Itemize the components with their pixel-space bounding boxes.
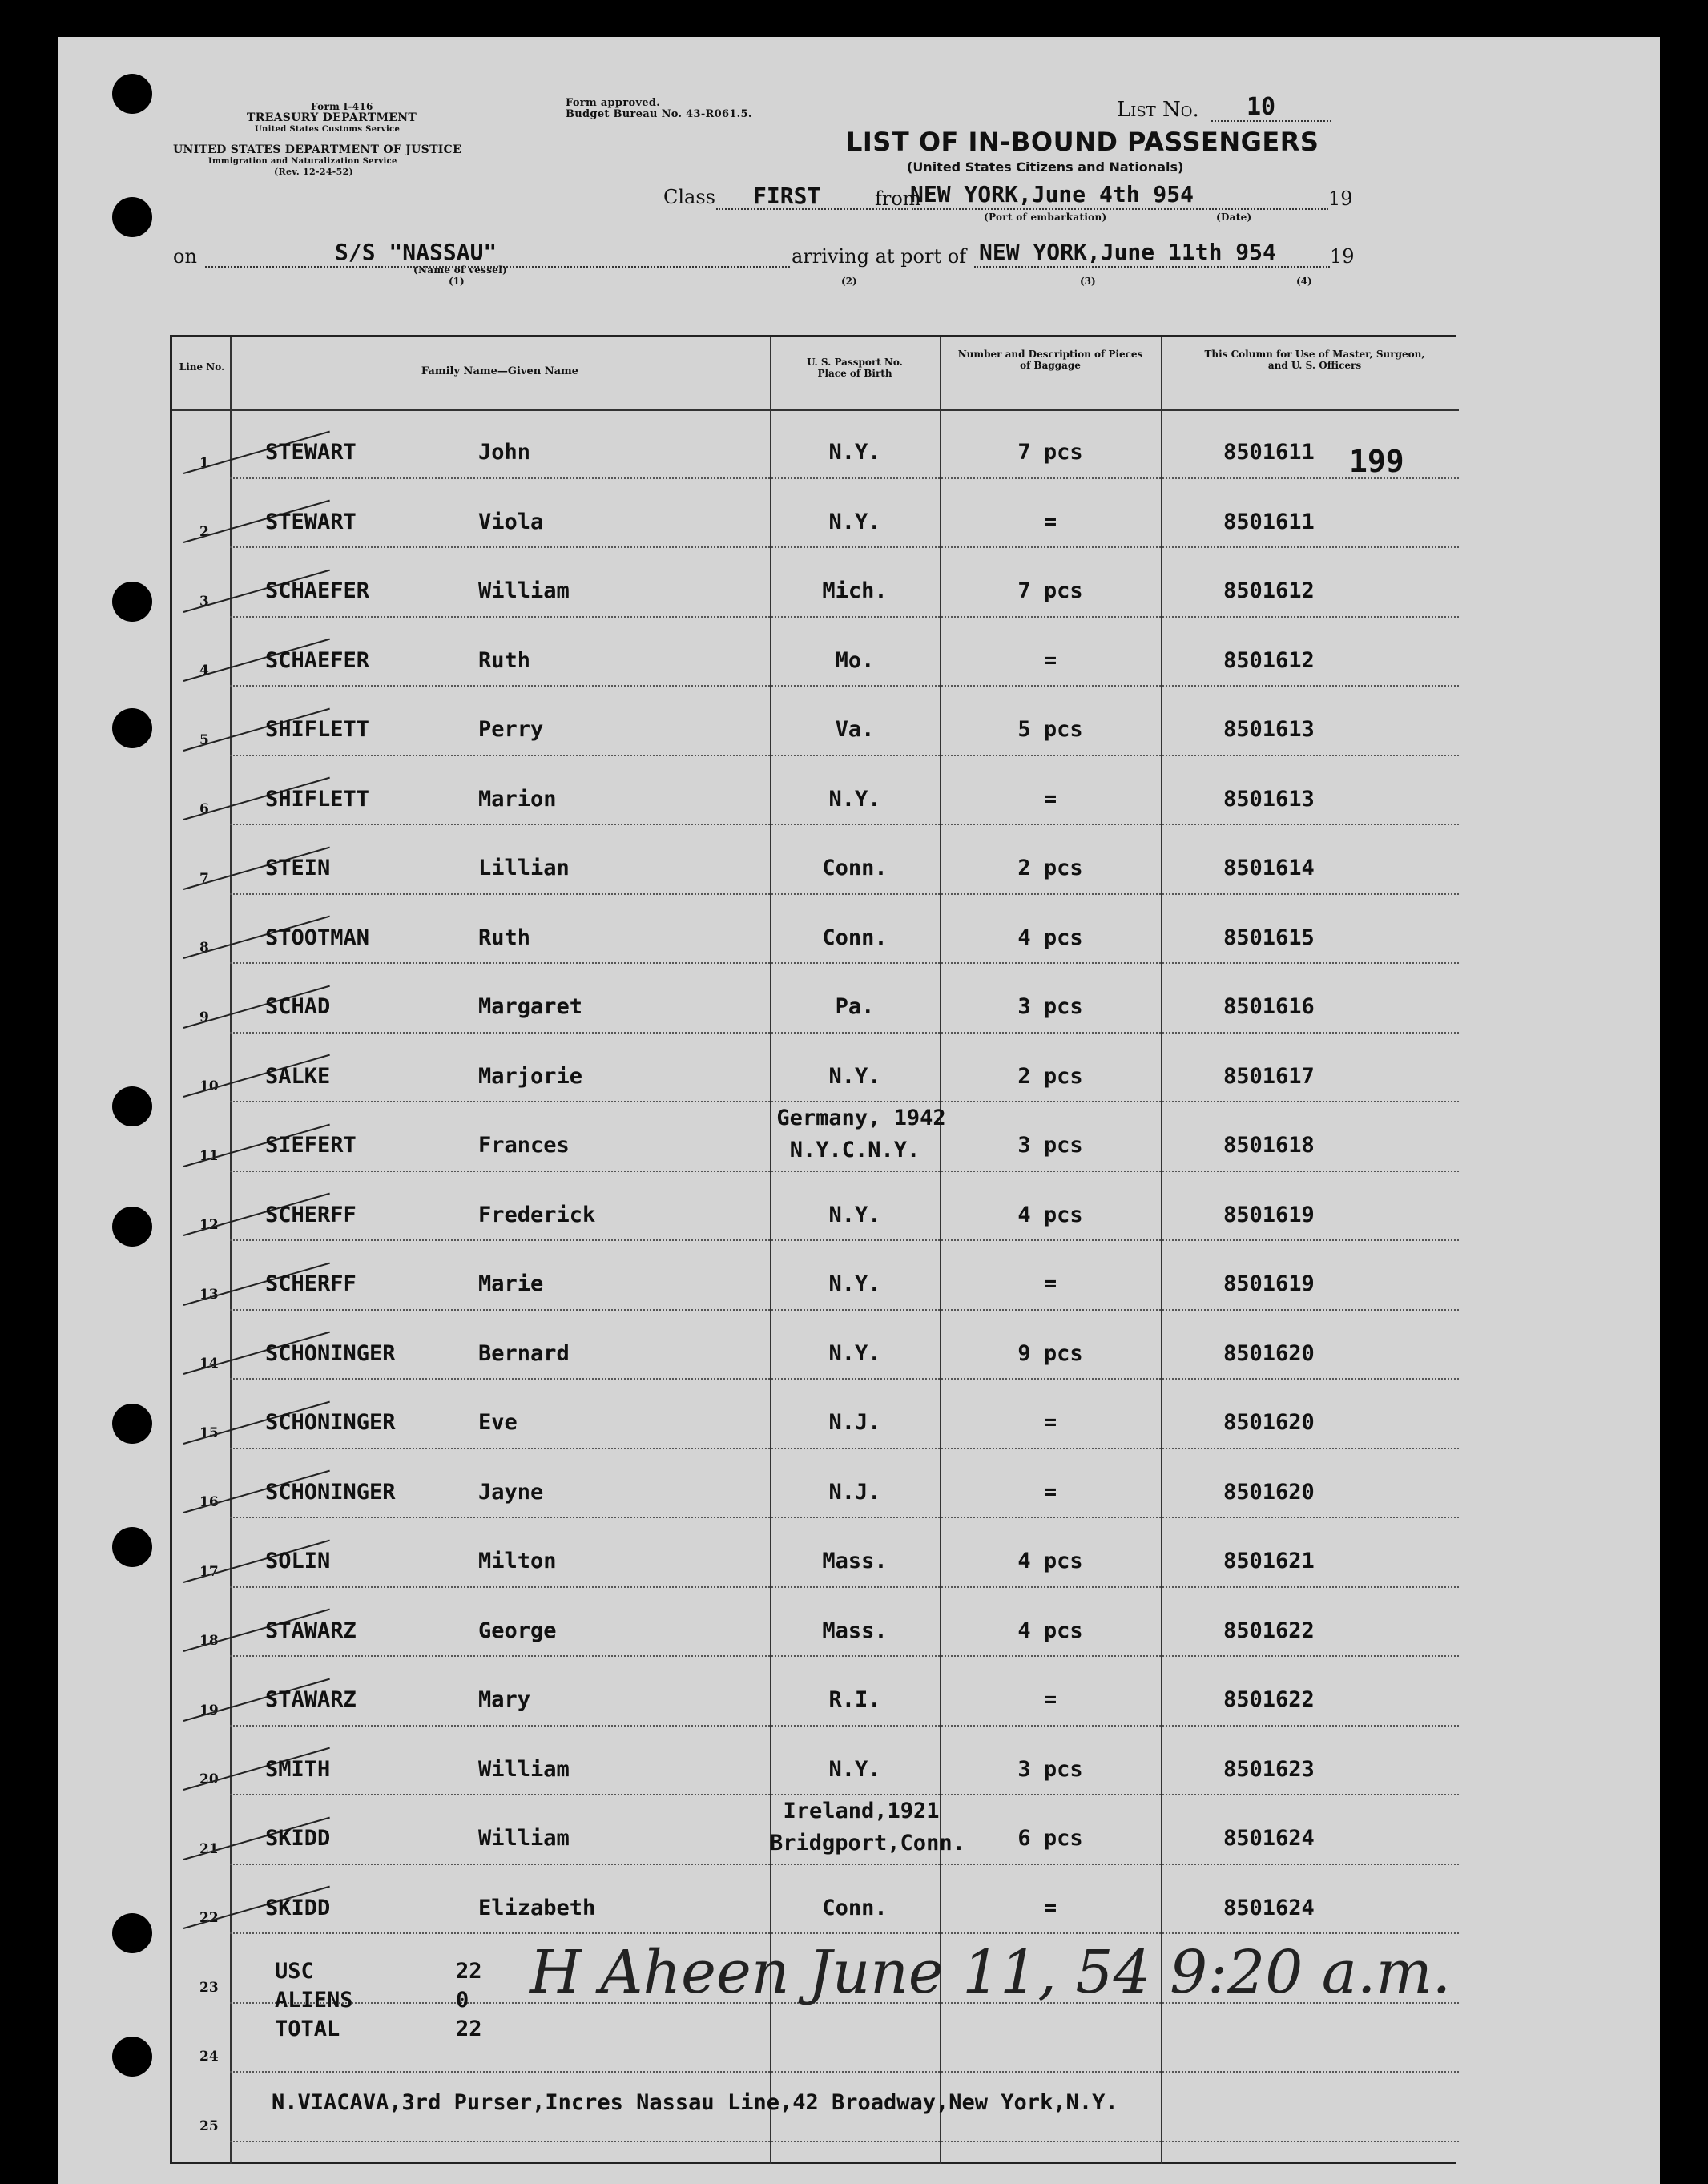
birth-place: N.J. [828,1410,881,1435]
col-header-line: Line No. [179,361,225,373]
table-row [172,964,1459,1033]
class-value: FIRST [753,183,821,209]
given-name: Milton [478,1549,557,1574]
line-number: 9 [199,1009,209,1026]
table-row [172,756,1459,825]
family-name: SCHONINGER [265,1340,396,1366]
family-name: SHIFLETT [265,717,370,742]
line-number: 5 [199,731,209,748]
table-row [172,1241,1459,1310]
birth-place: N.Y. [828,786,881,812]
table-row [172,618,1459,687]
line-number: 7 [199,870,209,887]
vessel-caption: (Name of vessel) [413,264,508,276]
col-header-baggage: Number and Description of Pieces of Baggage [957,349,1143,371]
baggage-count: = [1043,1410,1057,1435]
given-name: Lillian [478,856,570,880]
table-row [172,409,1459,478]
passenger-table [170,335,1456,2164]
baggage-count: 2 pcs [1017,1063,1083,1089]
birth-place: R.I. [828,1687,881,1712]
baggage-count: 9 pcs [1017,1340,1083,1366]
aliens-count: 0 [456,1988,469,2013]
baggage-count: 7 pcs [1017,578,1083,603]
birth-place: N.J. [828,1479,881,1505]
line-number: 22 [199,1910,219,1926]
table-row [172,1865,1459,1934]
line-number: 10 [199,1078,219,1094]
given-name: Ruth [478,647,531,673]
birth-place: N.Y. [828,440,881,465]
line-number: 3 [199,593,209,610]
manifest-sheet [58,37,1660,2184]
given-name: Viola [478,509,544,534]
family-name: SMITH [265,1756,331,1782]
form-title: LIST OF IN-BOUND PASSENGERS [846,127,1319,157]
budget-bureau: Budget Bureau No. 43-R061.5. [566,108,752,120]
table-row [172,2004,1459,2073]
dept-treasury: TREASURY DEPARTMENT [247,111,417,124]
officer-code: 8501611 [1223,440,1315,465]
form-subtitle: (United States Citizens and Nationals) [907,159,1184,175]
line-number: 21 [199,1840,219,1857]
family-name: SCHAEFER [265,578,370,603]
arriving-label: arriving at port of [792,245,967,268]
binder-hole [112,2037,152,2077]
date-caption: (Date) [1216,212,1252,223]
officer-code: 8501624 [1223,1895,1315,1920]
table-row [172,1034,1459,1102]
line-number: 2 [199,524,209,540]
class-label: Class [663,186,715,208]
port-embarkation-caption: (Port of embarkation) [984,212,1107,223]
birth-place: Mich. [822,578,888,603]
line-number: 12 [199,1217,219,1233]
table-row [172,1518,1459,1587]
baggage-count: 6 pcs [1017,1826,1083,1851]
binder-hole [112,582,152,622]
caption-number: (4) [1296,276,1312,287]
baggage-count: = [1043,1687,1057,1712]
birth-place: N.Y. [828,1756,881,1782]
binder-hole [112,1207,152,1247]
family-name: STEWART [265,440,357,465]
dept-justice: UNITED STATES DEPARTMENT OF JUSTICE [173,143,462,156]
given-name: William [478,578,570,603]
list-number: 10 [1247,93,1276,121]
birth-place: Conn. [822,925,888,950]
dept-immigration: Immigration and Naturalization Service [208,157,397,166]
family-name: SOLIN [265,1549,331,1574]
baggage-count: 2 pcs [1017,856,1083,880]
birth-place: N.Y. [828,1271,881,1296]
family-name: SIEFERT [265,1133,357,1158]
usc-count: 22 [456,1959,482,1984]
col-header-passport: U. S. Passport No. Place of Birth [807,357,903,379]
binder-hole [112,1086,152,1126]
line-number: 11 [199,1147,219,1164]
inspector-signature: H Aheen June 11, 54 9:20 a.m. [530,1938,1452,2007]
family-name: SALKE [265,1063,331,1089]
form-number: Form I-416 [311,101,373,112]
given-name: William [478,1826,570,1851]
line-number: 15 [199,1424,219,1441]
officer-code: 8501619 [1223,1202,1315,1227]
line-number: 1 [199,454,209,471]
given-name: Eve [478,1410,518,1435]
line-number: 25 [199,2118,219,2134]
line-number: 24 [199,2049,219,2065]
birth-place: Mo. [835,647,875,673]
officer-code: 8501624 [1223,1826,1315,1851]
baggage-count: 4 pcs [1017,1549,1083,1574]
usc-label: USC [275,1959,314,1984]
line-number: 19 [199,1702,219,1719]
officer-code: 8501621 [1223,1549,1315,1574]
table-row [172,825,1459,894]
on-label: on [173,245,197,268]
baggage-count: = [1043,647,1057,673]
caption-number: (3) [1080,276,1096,287]
officer-code: 8501613 [1223,786,1315,812]
birth-place: N.Y. [828,1340,881,1366]
table-row [172,1727,1459,1795]
binder-hole [112,1527,152,1567]
baggage-count: = [1043,509,1057,534]
baggage-count: 3 pcs [1017,1756,1083,1782]
birth-place: Pa. [835,994,875,1019]
family-name: STAWARZ [265,1687,357,1712]
baggage-count: = [1043,1271,1057,1296]
officer-code: 8501613 [1223,717,1315,742]
given-name: Ruth [478,925,531,950]
family-name: STEIN [265,856,331,880]
officer-code: 8501616 [1223,994,1315,1019]
family-name: STOOTMAN [265,925,370,950]
family-name: SCHAEFER [265,647,370,673]
family-name: SCHERFF [265,1271,357,1296]
total-label: TOTAL [275,2017,340,2041]
officer-code: 8501618 [1223,1133,1315,1158]
table-row [172,1380,1459,1449]
col-header-name: Family Name—Given Name [421,365,579,377]
table-row [172,687,1459,756]
family-name: SCHONINGER [265,1479,396,1505]
family-name: STEWART [265,509,357,534]
officer-code: 8501611 [1223,509,1315,534]
baggage-count: 7 pcs [1017,440,1083,465]
table-row [172,1311,1459,1380]
officer-code: 8501623 [1223,1756,1315,1782]
aliens-label: ALIENS [275,1988,353,2013]
given-name: Elizabeth [478,1895,596,1920]
line-number: 14 [199,1356,219,1372]
birth-place: Mass. [822,1618,888,1643]
officer-code: 8501622 [1223,1687,1315,1712]
line-number: 20 [199,1771,219,1787]
family-name: SKIDD [265,1895,331,1920]
birth-place: Conn. [822,1895,888,1920]
form-approved: Form approved. [566,97,661,109]
birth-place: N.Y. [828,1202,881,1227]
embarkation-value: NEW YORK,June 4th 954 [910,181,1194,208]
table-row [172,1102,1459,1171]
officer-code: 8501612 [1223,578,1315,603]
stamp-number: 199 [1349,444,1404,479]
baggage-count: = [1043,786,1057,812]
arrival-value: NEW YORK,June 11th 954 [979,239,1276,265]
line-number: 17 [199,1563,219,1580]
baggage-count: 5 pcs [1017,717,1083,742]
given-name: Perry [478,717,544,742]
total-count: 22 [456,2017,482,2041]
given-name: Jayne [478,1479,544,1505]
list-label: List No. [1117,98,1199,122]
line-number: 18 [199,1633,219,1649]
given-name: Margaret [478,994,583,1019]
table-row [172,1657,1459,1726]
family-name: SCHERFF [265,1202,357,1227]
baggage-count: 4 pcs [1017,1618,1083,1643]
table-row [172,548,1459,617]
birth-place: Va. [835,717,875,742]
table-row [172,895,1459,964]
binder-hole [112,708,152,748]
given-name: Frances [478,1133,570,1158]
birth-country-year: Ireland,1921 [783,1799,940,1823]
officer-code: 8501615 [1223,925,1315,950]
given-name: Mary [478,1687,531,1712]
birth-place: Bridgport,Conn. [770,1831,965,1856]
baggage-count: 4 pcs [1017,1202,1083,1227]
officer-code: 8501622 [1223,1618,1315,1643]
birth-country-year: Germany, 1942 [776,1106,946,1130]
family-name: SKIDD [265,1826,331,1851]
given-name: Marie [478,1271,544,1296]
given-name: John [478,440,531,465]
birth-place: N.Y.C.N.Y. [789,1138,920,1163]
binder-hole [112,1913,152,1953]
officer-code: 8501617 [1223,1063,1315,1089]
year-suffix-1: 19 [1328,187,1353,210]
family-name: SCHAD [265,994,331,1019]
from-label: from [875,187,921,210]
table-row [172,1449,1459,1518]
birth-place: N.Y. [828,509,881,534]
officer-code: 8501620 [1223,1340,1315,1366]
given-name: George [478,1618,557,1643]
col-header-officers: This Column for Use of Master, Surgeon, and U. S. Officers [1204,349,1425,371]
table-row [172,1795,1459,1864]
officer-code: 8501619 [1223,1271,1315,1296]
year-suffix-2: 19 [1330,245,1355,268]
purser-line: N.VIACAVA,3rd Purser,Incres Nassau Line,42 Broadway,New York,N.Y. [272,2090,1118,2115]
baggage-count: = [1043,1479,1057,1505]
birth-place: N.Y. [828,1063,881,1089]
officer-code: 8501612 [1223,647,1315,673]
line-number: 13 [199,1286,219,1303]
officer-code: 8501620 [1223,1479,1315,1505]
birth-place: Mass. [822,1549,888,1574]
line-number: 4 [199,663,209,679]
line-number: 23 [199,1979,219,1996]
officer-code: 8501614 [1223,856,1315,880]
vessel-name: S/S "NASSAU" [335,239,497,265]
table-row [172,479,1459,548]
dept-customs: United States Customs Service [255,125,401,134]
table-row [172,1172,1459,1241]
baggage-count: = [1043,1895,1057,1920]
given-name: William [478,1756,570,1782]
family-name: SHIFLETT [265,786,370,812]
given-name: Marion [478,786,557,812]
binder-hole [112,197,152,237]
caption-number: (1) [449,276,465,287]
form-revision: (Rev. 12-24-52) [274,167,354,177]
family-name: SCHONINGER [265,1410,396,1435]
line-number: 8 [199,940,209,956]
family-name: STAWARZ [265,1618,357,1643]
given-name: Marjorie [478,1063,583,1089]
baggage-count: 4 pcs [1017,925,1083,950]
officer-code: 8501620 [1223,1410,1315,1435]
line-number: 16 [199,1494,219,1510]
given-name: Frederick [478,1202,596,1227]
baggage-count: 3 pcs [1017,1133,1083,1158]
binder-hole [112,1404,152,1444]
birth-place: Conn. [822,856,888,880]
baggage-count: 3 pcs [1017,994,1083,1019]
given-name: Bernard [478,1340,570,1366]
caption-number: (2) [841,276,857,287]
binder-hole [112,74,152,114]
table-row [172,1588,1459,1657]
line-number: 6 [199,801,209,817]
